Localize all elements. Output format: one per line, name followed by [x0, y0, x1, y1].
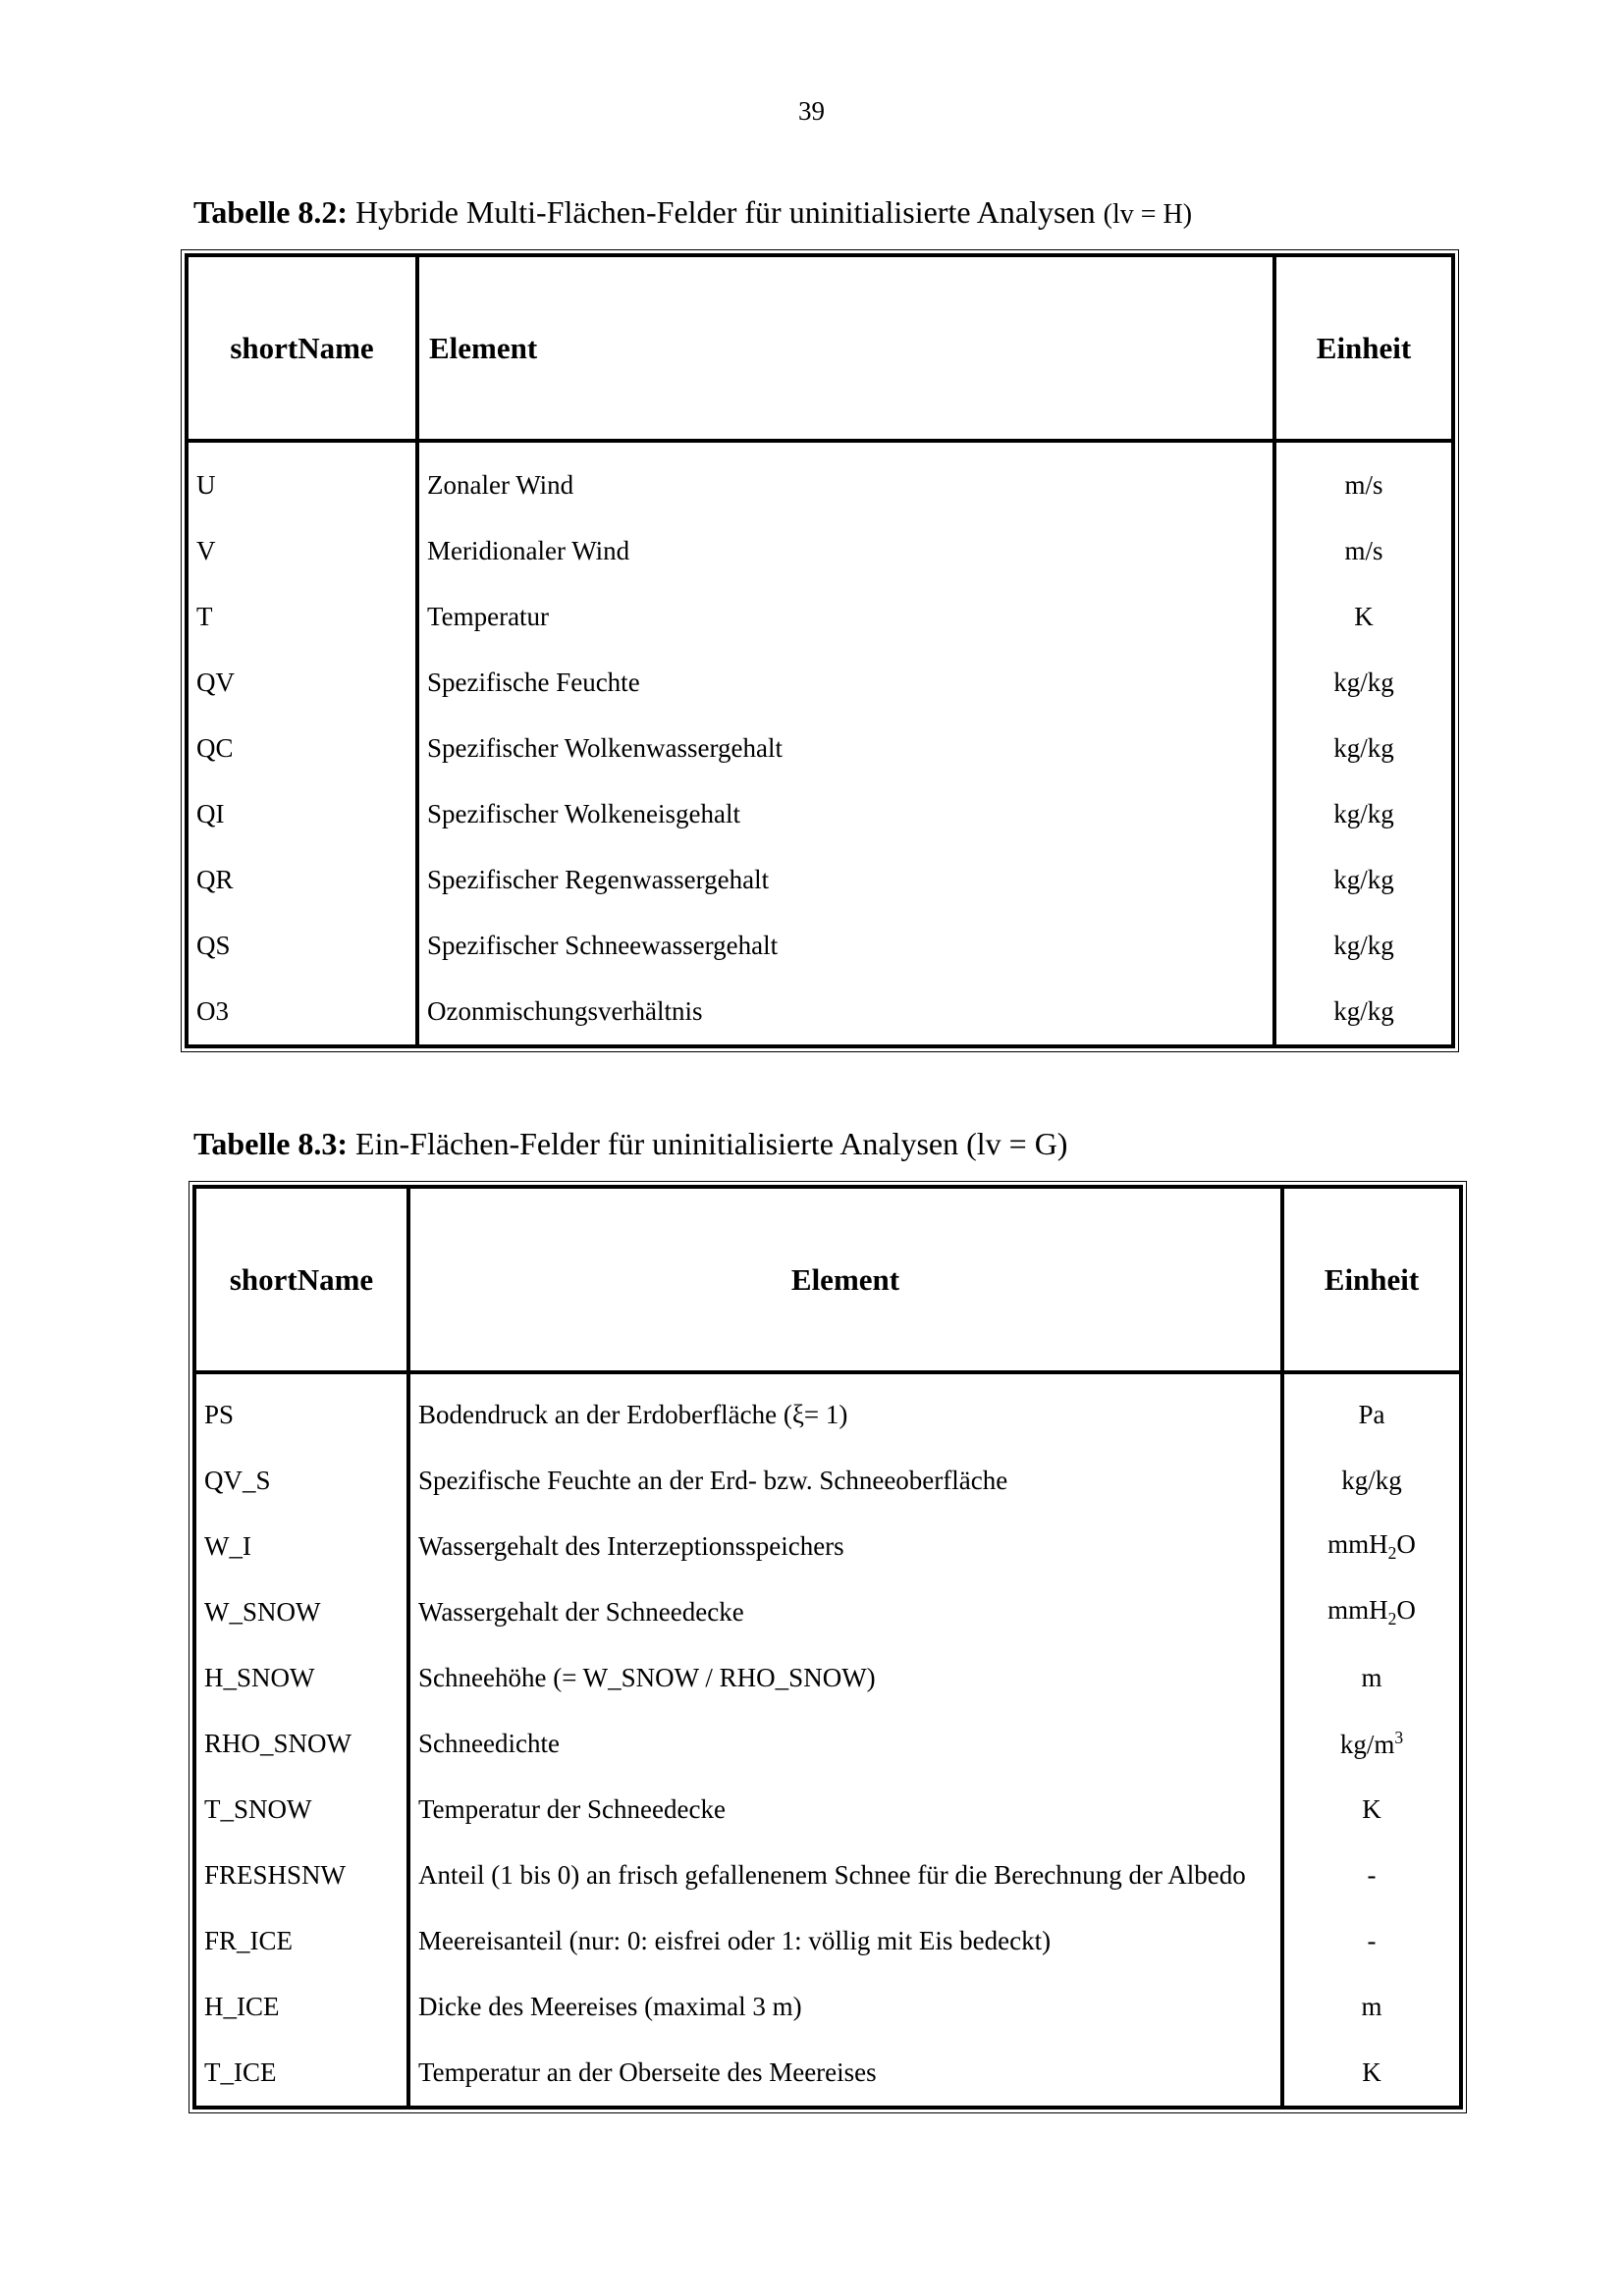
table-row — [189, 979, 1451, 1044]
header-shortname: shortName — [189, 257, 419, 443]
table-row — [196, 1374, 1459, 1448]
cell-unit — [1276, 443, 1451, 518]
cell-shortname: QC — [189, 716, 419, 781]
cell-element: Spezifische Feuchte — [419, 650, 1276, 716]
cell-shortname: H_ICE — [196, 1974, 410, 2040]
cell-unit — [1284, 1374, 1459, 1448]
cell-element: Wassergehalt der Schneedecke — [410, 1579, 1284, 1645]
table-row — [196, 1974, 1459, 2040]
header-shortname: shortName — [196, 1189, 410, 1374]
table-row — [196, 1645, 1459, 1711]
cell-element: Spezifischer Wolkenwassergehalt — [419, 716, 1276, 781]
cell-element: Spezifischer Wolkeneisgehalt — [419, 781, 1276, 847]
table-row — [196, 2040, 1459, 2106]
table-8-2-caption — [193, 194, 1192, 231]
cell-unit — [1284, 1711, 1459, 1777]
cell-shortname: H_SNOW — [196, 1645, 410, 1711]
cell-unit — [1276, 979, 1451, 1044]
cell-shortname: FRESHSNW — [196, 1842, 410, 1908]
unit-text: mmH — [1327, 1595, 1388, 1626]
table-row — [189, 913, 1451, 979]
unit-text: m/s — [1344, 535, 1383, 565]
table-row — [196, 1908, 1459, 1974]
header-element: Element — [410, 1189, 1284, 1374]
cell-shortname: W_SNOW — [196, 1579, 410, 1645]
table-row — [189, 584, 1451, 650]
table-row — [196, 1448, 1459, 1514]
cell-shortname: QR — [189, 847, 419, 913]
cell-element: Schneehöhe (= W_SNOW / RHO_SNOW) — [410, 1645, 1284, 1711]
table-row — [196, 1711, 1459, 1777]
cell-shortname: QV — [189, 650, 419, 716]
cell-shortname: O3 — [189, 979, 419, 1044]
table-row — [189, 518, 1451, 584]
cell-element: Spezifische Feuchte an der Erd- bzw. Schneeoberfläche — [410, 1448, 1284, 1514]
cell-unit — [1276, 650, 1451, 716]
cell-element: Meereisanteil (nur: 0: eisfrei oder 1: völlig mit Eis bedeckt) — [410, 1908, 1284, 1974]
unit-text: kg/kg — [1341, 1465, 1402, 1495]
unit-text: - — [1367, 1925, 1377, 1955]
unit-tail: O — [1396, 1595, 1416, 1626]
cell-shortname: FR_ICE — [196, 1908, 410, 1974]
cell-unit — [1276, 781, 1451, 847]
cell-shortname: U — [189, 443, 419, 518]
table-row — [196, 1777, 1459, 1842]
table-8-2 — [185, 253, 1455, 1048]
cell-element: Spezifischer Regenwassergehalt — [419, 847, 1276, 913]
cell-unit — [1276, 518, 1451, 584]
cell-element: Temperatur der Schneedecke — [410, 1777, 1284, 1842]
caption-level: (lv = H) — [1103, 199, 1193, 230]
table-row — [189, 847, 1451, 913]
unit-subscript: 2 — [1387, 1609, 1397, 1629]
cell-unit — [1276, 584, 1451, 650]
caption-text: Ein-Flächen-Felder für uninitialisierte Analysen (lv = G) — [355, 1126, 1068, 1161]
unit-subscript: 2 — [1387, 1543, 1397, 1564]
cell-element: Temperatur — [419, 584, 1276, 650]
cell-unit — [1284, 1842, 1459, 1908]
cell-unit — [1284, 1448, 1459, 1514]
cell-shortname: V — [189, 518, 419, 584]
cell-unit — [1284, 1777, 1459, 1842]
cell-unit — [1284, 1908, 1459, 1974]
unit-superscript: 3 — [1394, 1727, 1404, 1747]
unit-text: kg/kg — [1333, 667, 1394, 697]
cell-shortname: T_SNOW — [196, 1777, 410, 1842]
cell-unit — [1276, 847, 1451, 913]
page-number: 39 — [798, 96, 825, 126]
unit-text: - — [1367, 1859, 1377, 1890]
table-row — [196, 1842, 1459, 1908]
cell-element: Meridionaler Wind — [419, 518, 1276, 584]
table-row — [196, 1579, 1459, 1645]
unit-text: kg/m — [1339, 1729, 1395, 1759]
cell-element: Ozonmischungsverhältnis — [419, 979, 1276, 1044]
unit-text: K — [1362, 1793, 1381, 1824]
cell-element: Wassergehalt des Interzeptionsspeichers — [410, 1514, 1284, 1579]
cell-element: Bodendruck an der Erdoberfläche (ξ= 1) — [410, 1374, 1284, 1448]
header-unit: Einheit — [1284, 1189, 1459, 1374]
cell-shortname: QS — [189, 913, 419, 979]
table-row — [189, 443, 1451, 518]
unit-text: kg/kg — [1333, 864, 1394, 894]
cell-element: Dicke des Meereises (maximal 3 m) — [410, 1974, 1284, 2040]
header-unit: Einheit — [1276, 257, 1451, 443]
unit-tail: O — [1396, 1529, 1416, 1560]
unit-text: Pa — [1358, 1399, 1385, 1429]
unit-text: mmH — [1327, 1529, 1388, 1560]
cell-shortname: T_ICE — [196, 2040, 410, 2106]
cell-unit — [1284, 1514, 1459, 1579]
table-8-3 — [192, 1185, 1463, 2109]
table-row — [189, 650, 1451, 716]
unit-text: K — [1354, 601, 1374, 631]
caption-text: Hybride Multi-Flächen-Felder für uninitialisierte Analysen — [355, 194, 1096, 230]
unit-text: kg/kg — [1333, 732, 1394, 763]
cell-element: Anteil (1 bis 0) an frisch gefallenenem Schnee für die Berechnung der Albedo — [410, 1842, 1284, 1908]
table-header-row — [196, 1189, 1459, 1374]
caption-label: Tabelle 8.2: — [193, 194, 349, 230]
cell-unit — [1284, 2040, 1459, 2106]
cell-shortname: PS — [196, 1374, 410, 1448]
cell-unit — [1284, 1579, 1459, 1645]
unit-text: m/s — [1344, 469, 1383, 500]
cell-unit — [1276, 716, 1451, 781]
cell-element: Schneedichte — [410, 1711, 1284, 1777]
header-element: Element — [419, 257, 1276, 443]
table-row — [189, 781, 1451, 847]
caption-label: Tabelle 8.3: — [193, 1126, 349, 1161]
table-8-3-caption — [193, 1126, 1067, 1162]
unit-text: K — [1362, 2056, 1381, 2087]
cell-element: Zonaler Wind — [419, 443, 1276, 518]
cell-unit — [1276, 913, 1451, 979]
cell-unit — [1284, 1974, 1459, 2040]
table-header-row — [189, 257, 1451, 443]
cell-element: Temperatur an der Oberseite des Meereises — [410, 2040, 1284, 2106]
cell-shortname: QV_S — [196, 1448, 410, 1514]
unit-text: kg/kg — [1333, 798, 1394, 828]
cell-shortname: T — [189, 584, 419, 650]
cell-shortname: RHO_SNOW — [196, 1711, 410, 1777]
unit-text: m — [1361, 1662, 1382, 1692]
cell-shortname: QI — [189, 781, 419, 847]
cell-element: Spezifischer Schneewassergehalt — [419, 913, 1276, 979]
table-row — [189, 716, 1451, 781]
unit-text: kg/kg — [1333, 930, 1394, 960]
unit-text: kg/kg — [1333, 995, 1394, 1026]
cell-unit — [1284, 1645, 1459, 1711]
unit-text: m — [1361, 1991, 1382, 2021]
table-row — [196, 1514, 1459, 1579]
cell-shortname: W_I — [196, 1514, 410, 1579]
